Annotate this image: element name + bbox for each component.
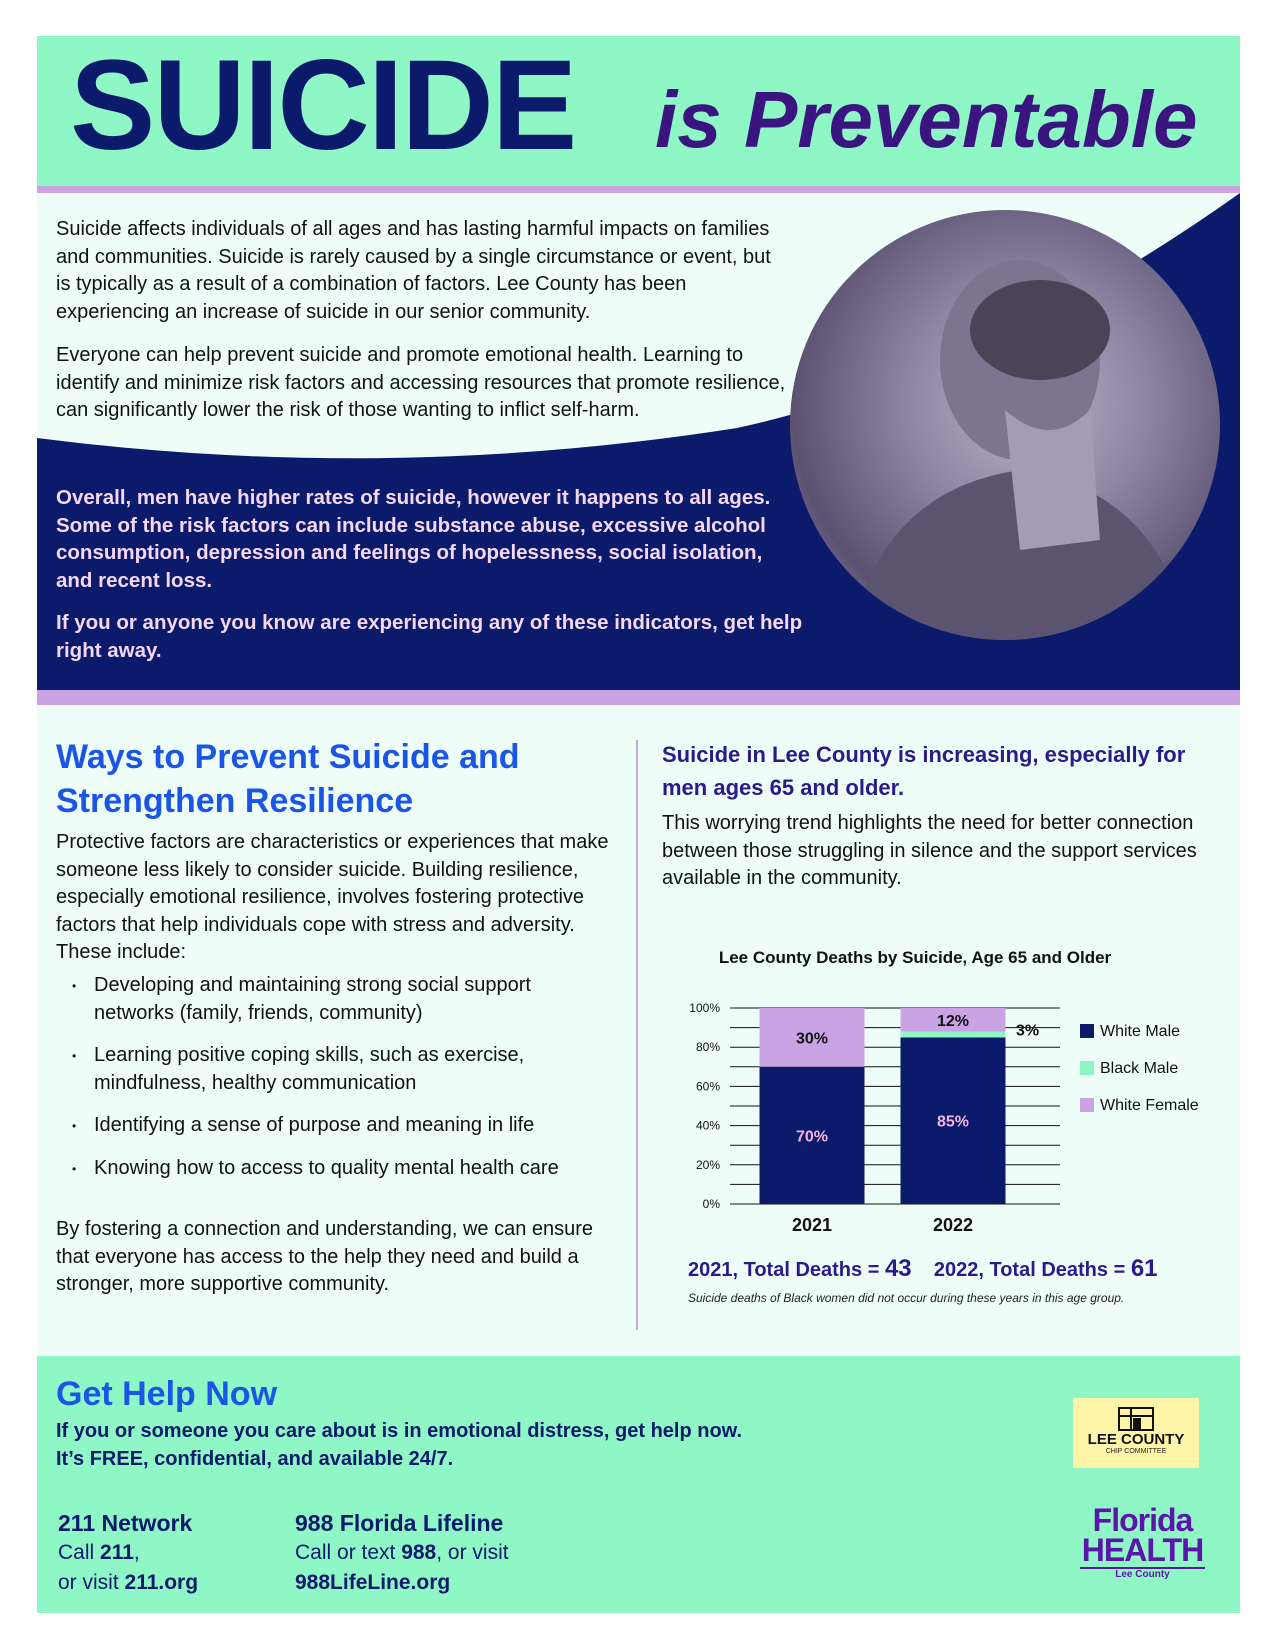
text: Call or text [295,1541,402,1564]
get-help-paragraph: If you or anyone you know are experiencing any of these indicators, get help right away. [56,611,803,662]
senior-man-photo [790,210,1220,640]
y-tick-label: 0% [702,1197,720,1211]
ways-body: Protective factors are characteristics or experiences that make someone less likely to consider suicide. Building resilience, especially emotional resilience, involves fostering protective factors that help individuals cope with stress and adversity. These include: [56,831,609,963]
list-item: • Learning positive coping skills, such as exercise, mindfulness, healthy communication [72,1042,612,1097]
list-item: • Developing and maintaining strong social support networks (family, friends, community) [72,972,612,1027]
data-label: 70% [795,1128,829,1146]
total-2021-label: 2021, Total Deaths = [688,1259,885,1281]
trend-heading: Suicide in Lee County is increasing, especially for men ages 65 and older. [662,742,1186,800]
ways-closing: By fostering a connection and understanding, we can ensure that everyone has access to the help they need and build a stronger, more supportive community. [56,1218,594,1295]
chart-footnote: Suicide deaths of Black women did not occur during these years in this age group. [688,1291,1125,1305]
text: , or visit [436,1541,509,1564]
y-tick-label: 100% [689,1001,720,1015]
legend-swatch [1080,1061,1094,1075]
list-item: • Knowing how to access to quality mental health care [72,1155,612,1183]
y-tick-label: 60% [695,1079,720,1094]
total-2022-value: 61 [1130,1255,1158,1282]
resource-title: 211 Network [58,1510,193,1536]
ways-heading: Ways to Prevent Suicide and Strengthen Resilience [56,738,520,820]
legend-label: White Male [1100,1023,1181,1040]
link-211-org[interactable]: 211.org [124,1571,199,1594]
y-tick-label: 20% [695,1157,720,1172]
risk-factors-paragraph: Overall, men have higher rates of suicide, however it happens to all ages. Some of the risk factors can include substance abuse, excessive alcohol consumption, depression and feelings of hopelessness, social isolation, and recent loss. [56,486,771,592]
legend-swatch [1080,1098,1094,1112]
get-help-line-1: If you or someone you care about is in emotional distress, get help now. [56,1420,743,1442]
resource-988 [295,1508,509,1598]
title-sub: is Preventable [655,75,1198,164]
lee-county-chip-logo [1073,1398,1199,1468]
logo-text: HEALTH [1081,1532,1204,1568]
text: or visit [58,1571,125,1594]
protective-factors-list [72,972,612,1197]
divider-line [37,186,1240,193]
intro-paragraph-1: Suicide affects individuals of all ages and has lasting harmful impacts on families and communities. Suicide is rarely caused by a single circumstance or event, but is typically as a result of a combination of factors. Lee County has been experiencing an increase of suicide in our senior community. [56,218,771,323]
get-help-heading: Get Help Now [56,1375,278,1413]
legend-label: Black Male [1100,1060,1179,1077]
get-help-body [56,1418,742,1473]
column-divider [636,740,638,1330]
data-label: 3% [1015,1022,1040,1040]
divider-strip [37,690,1240,705]
link-988lifeline-org[interactable]: 988LifeLine.org [295,1571,451,1594]
totals [688,1255,1158,1283]
text: , [133,1541,140,1564]
x-tick-label: 2022 [932,1215,974,1235]
building-icon [1115,1402,1157,1432]
data-label: 12% [936,1012,970,1030]
logo-subtext: Lee County [1080,1567,1205,1580]
logo-text: Florida [1092,1502,1193,1538]
y-tick-label: 40% [695,1118,720,1133]
title-main: SUICIDE [70,34,576,177]
legend-swatch [1080,1024,1094,1038]
resource-title: 988 Florida Lifeline [295,1510,504,1536]
y-tick-label: 80% [695,1040,720,1055]
phone-211[interactable]: 211 [100,1541,134,1564]
x-tick-label: 2021 [791,1215,833,1235]
resource-211 [58,1508,198,1598]
chart-title: Lee County Deaths by Suicide, Age 65 and Older [718,948,1112,967]
bar-segment-black-male [901,1032,1006,1038]
legend-label: White Female [1100,1097,1199,1114]
get-help-line-2: It’s FREE, confidential, and available 24/7. [56,1447,454,1470]
trend-body: This worrying trend highlights the need for better connection between those struggling in silence and the support services available in the community. [662,812,1197,889]
logo-text: LEE COUNTY [1087,1431,1185,1448]
total-2021-value: 43 [884,1255,912,1282]
list-item: • Identifying a sense of purpose and meaning in life [72,1112,612,1140]
intro-paragraph-2: Everyone can help prevent suicide and promote emotional health. Learning to identify and minimize risk factors and accessing resources that promote resilience, can significantly lower the risk of those wanting to inflict self-harm. [56,344,786,421]
total-2022-label: 2022, Total Deaths = [933,1259,1131,1281]
phone-988[interactable]: 988 [401,1541,437,1564]
data-label: 85% [936,1113,970,1131]
logo-subtext: CHIP COMMITTEE [1105,1448,1167,1455]
stacked-bar-chart [660,940,1240,1250]
text: Call [58,1541,101,1564]
florida-health-logo [1080,1502,1205,1580]
data-label: 30% [795,1030,829,1048]
